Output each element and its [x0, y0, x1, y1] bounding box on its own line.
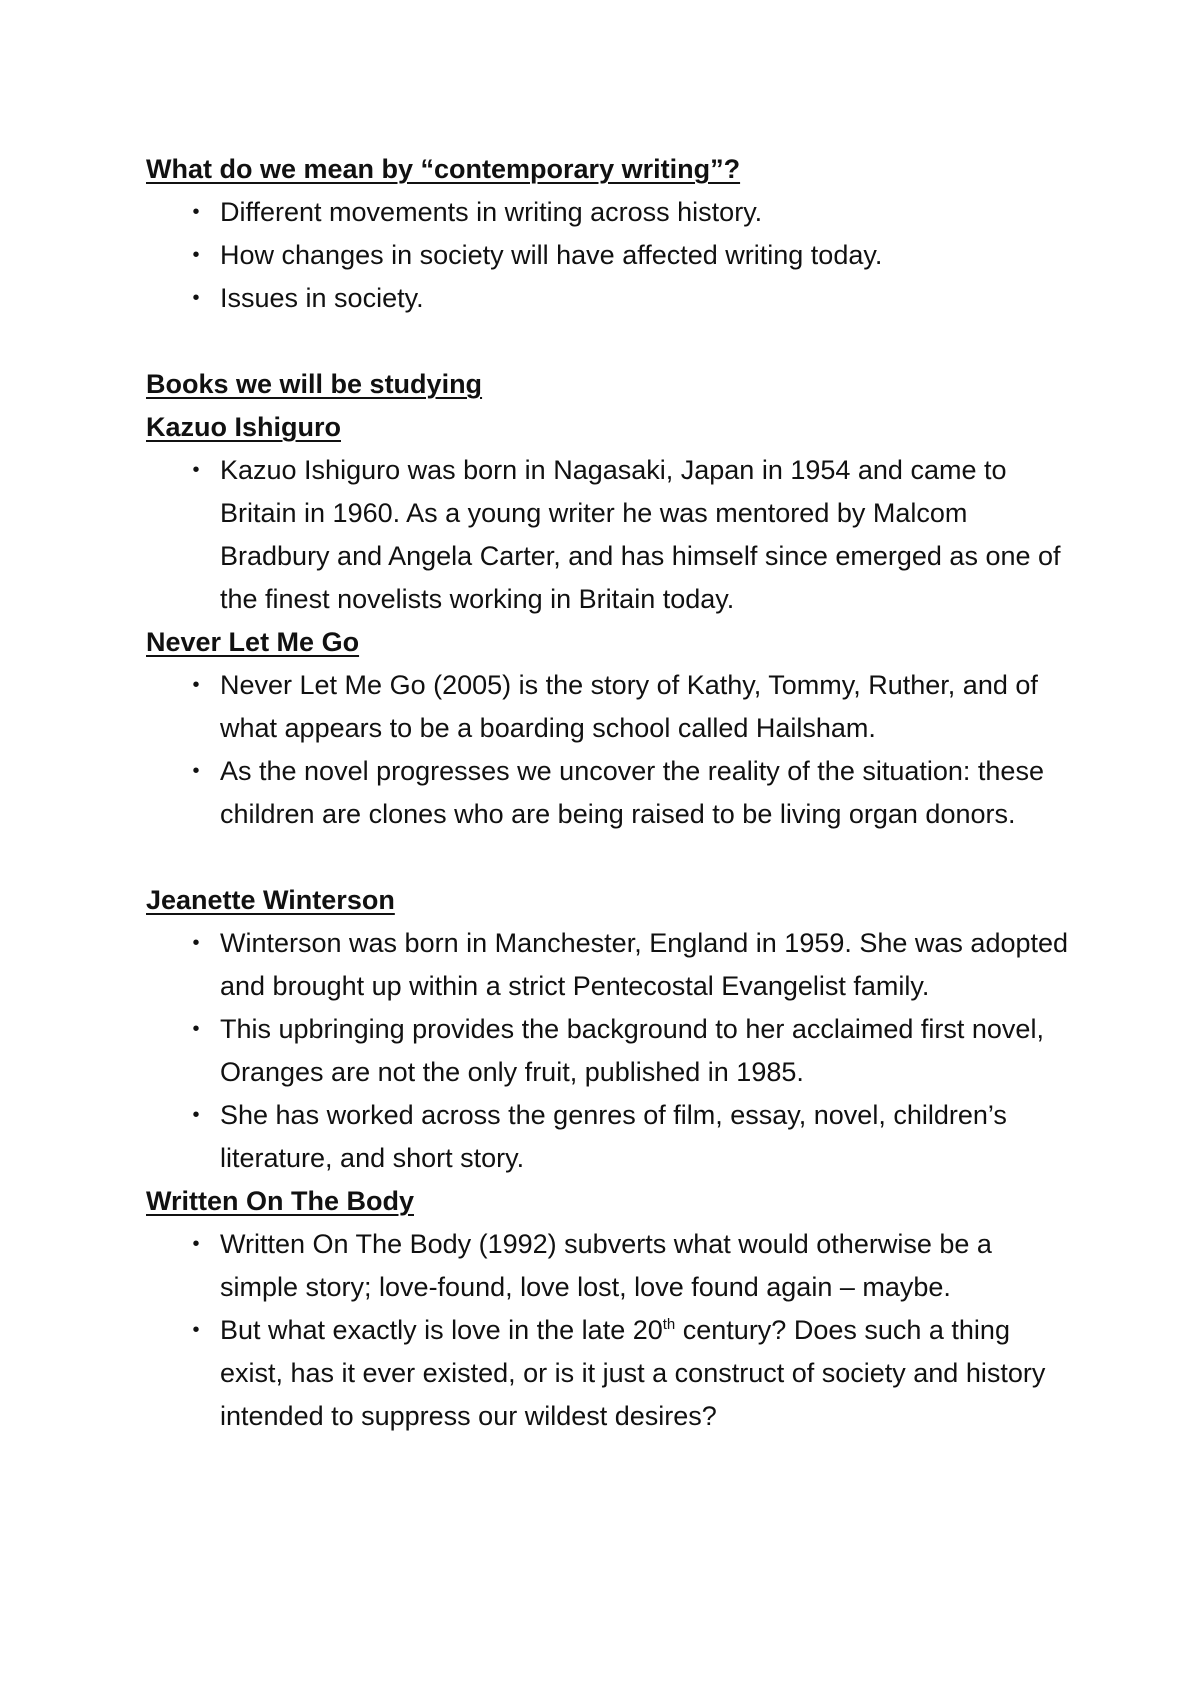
list-item	[146, 449, 1076, 621]
list-item-text: As the novel progresses we uncover the reality of the situation: these children are clones who are being raised to be living organ donors.	[220, 756, 1044, 829]
ordinal-superscript: th	[662, 1316, 676, 1333]
list-item	[146, 277, 1076, 320]
bullet-icon: •	[192, 1319, 200, 1341]
list-item-text: Different movements in writing across history.	[220, 197, 763, 227]
section-heading-contemporary-writing: What do we mean by “contemporary writing”?	[146, 154, 741, 184]
list-item-text: She has worked across the genres of film, essay, novel, children’s literature, and short story.	[220, 1100, 1007, 1173]
spacer	[146, 836, 1076, 879]
list-item	[146, 1309, 1076, 1438]
list-item	[146, 750, 1076, 836]
spacer	[146, 320, 1076, 363]
bullet-icon: •	[192, 244, 200, 266]
section-heading-written-on-the-body: Written On The Body	[146, 1186, 414, 1216]
list-item	[146, 922, 1076, 1008]
list-item-text-part: But what exactly is love in the late 20	[220, 1315, 663, 1345]
bullet-icon: •	[192, 201, 200, 223]
bullet-list-never-let-me-go	[146, 664, 1076, 836]
section-heading-winterson: Jeanette Winterson	[146, 885, 395, 915]
list-item	[146, 1094, 1076, 1180]
list-item-text: This upbringing provides the background to her acclaimed first novel, Oranges are not the only fruit, published in 1985.	[220, 1014, 1044, 1087]
bullet-icon: •	[192, 1018, 200, 1040]
bullet-icon: •	[192, 459, 200, 481]
list-item-text: How changes in society will have affected writing today.	[220, 240, 883, 270]
list-item-text: Written On The Body (1992) subverts what would otherwise be a simple story; love-found, love lost, love found again – maybe.	[220, 1229, 992, 1302]
list-item-text: Winterson was born in Manchester, England in 1959. She was adopted and brought up within a strict Pentecostal Evangelist family.	[220, 928, 1069, 1001]
list-item	[146, 1223, 1076, 1309]
bullet-icon: •	[192, 760, 200, 782]
list-item-text	[220, 1315, 1045, 1431]
document-content	[146, 148, 1076, 1438]
bullet-icon: •	[192, 287, 200, 309]
bullet-list-winterson	[146, 922, 1076, 1180]
list-item	[146, 1008, 1076, 1094]
bullet-icon: •	[192, 674, 200, 696]
list-item-text: Kazuo Ishiguro was born in Nagasaki, Japan in 1954 and came to Britain in 1960. As a young writer he was mentored by Malcom Bradbury and Angela Carter, and has himself since emerged as one of the finest novelists working in Britain today.	[220, 455, 1061, 614]
bullet-list-contemporary-writing	[146, 191, 1076, 320]
section-heading-books: Books we will be studying	[146, 369, 483, 399]
list-item-text-part: century? Does such a thing exist, has it ever existed, or is it just a construct of society and history intended to suppress our wildest desires?	[220, 1315, 1046, 1431]
list-item	[146, 664, 1076, 750]
list-item-text: Never Let Me Go (2005) is the story of Kathy, Tommy, Ruther, and of what appears to be a boarding school called Hailsham.	[220, 670, 1038, 743]
section-heading-never-let-me-go: Never Let Me Go	[146, 627, 360, 657]
bullet-icon: •	[192, 1233, 200, 1255]
bullet-icon: •	[192, 932, 200, 954]
section-heading-ishiguro: Kazuo Ishiguro	[146, 412, 341, 442]
list-item	[146, 191, 1076, 234]
bullet-list-ishiguro	[146, 449, 1076, 621]
bullet-icon: •	[192, 1104, 200, 1126]
list-item	[146, 234, 1076, 277]
list-item-text: Issues in society.	[220, 283, 424, 313]
bullet-list-written-on-the-body	[146, 1223, 1076, 1438]
